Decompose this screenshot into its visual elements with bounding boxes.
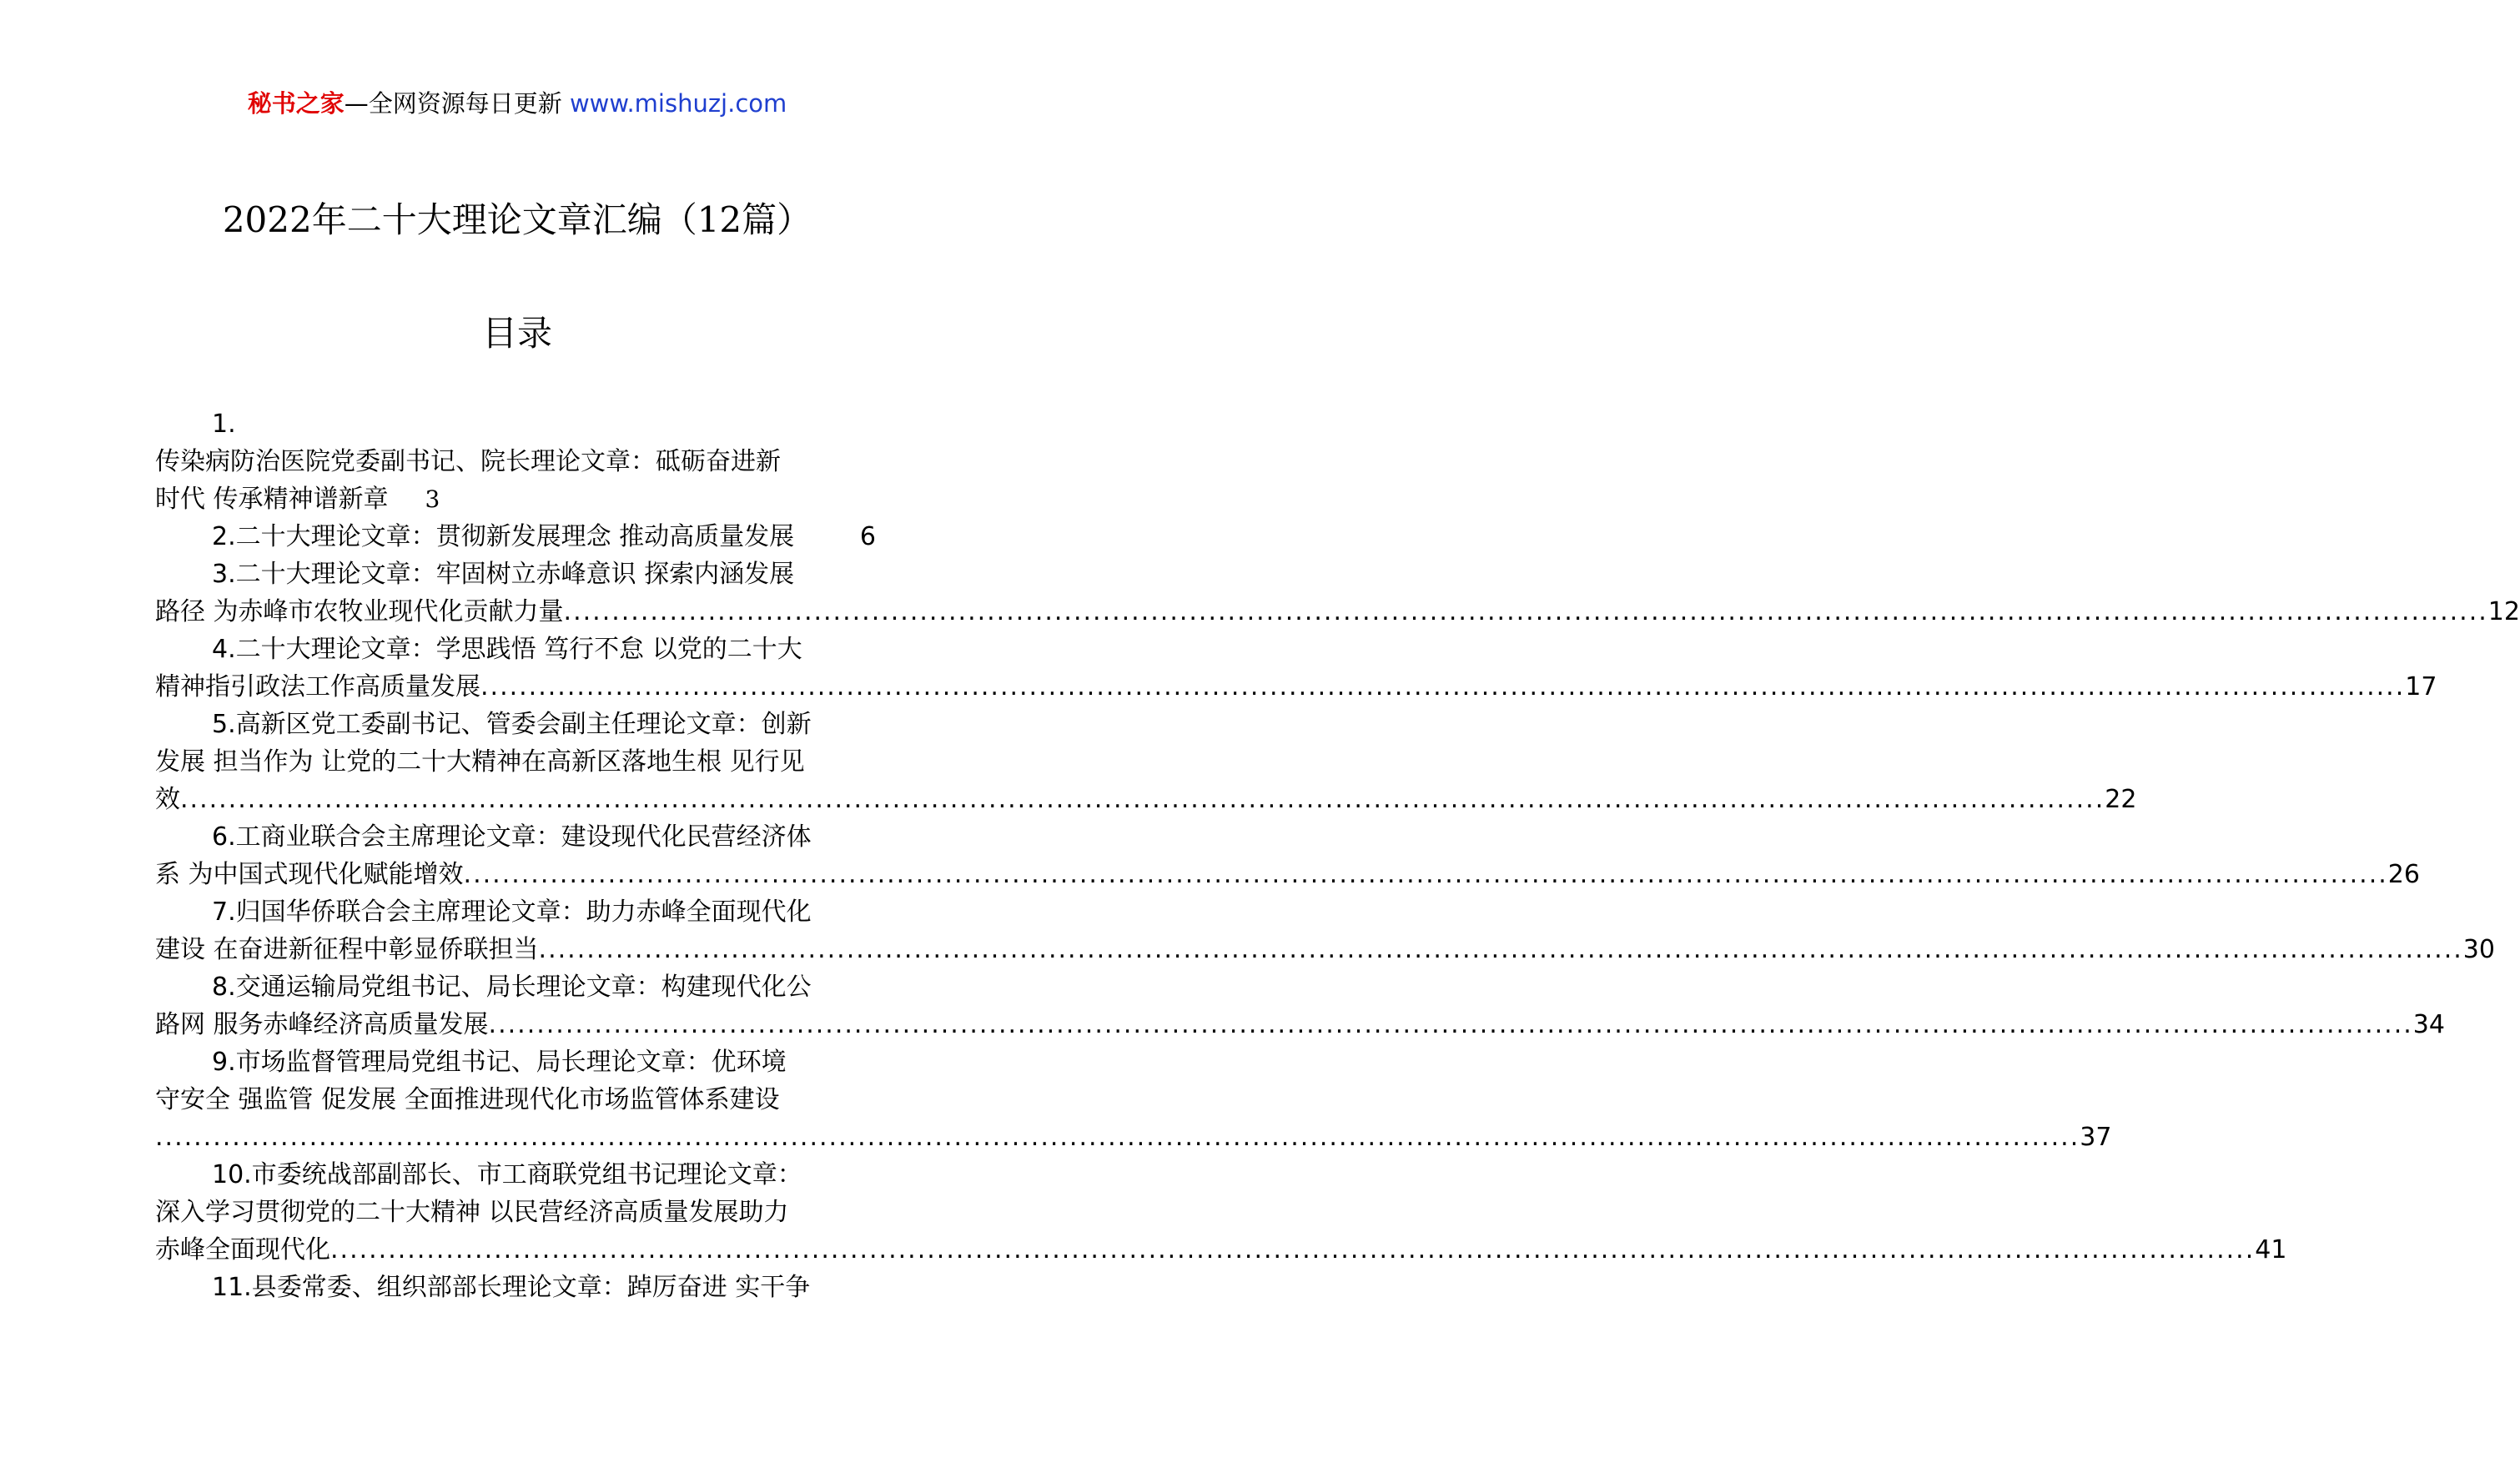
toc-dot-leader xyxy=(794,518,860,556)
toc-dot-leader: ........................................................................................................................................................................................................ xyxy=(180,785,2105,814)
toc-entry-text: 赤峰全面现代化 xyxy=(155,1235,330,1264)
toc-entry-text: 7.归国华侨联合会主席理论文章：助力赤峰全面现代化 xyxy=(212,897,812,927)
toc-entry-text: 精神指引政法工作高质量发展 xyxy=(155,672,480,701)
toc-entry-text: 4.二十大理论文章：学思践悟 笃行不怠 以党的二十大 xyxy=(212,635,802,664)
toc-page-number: 30 xyxy=(2462,935,2495,964)
toc-entry-text: 11.县委常委、组织部部长理论文章：踔厉奋进 实干争 xyxy=(212,1273,811,1302)
toc-dot-leader: ........................................................................................................................................................................................................ xyxy=(480,672,2406,701)
toc-entry-text: 1. xyxy=(212,410,236,439)
toc-entry-text: 3.二十大理论文章：牢固树立赤峰意识 探索内涵发展 xyxy=(212,560,795,589)
toc-page-number: 17 xyxy=(2405,672,2437,701)
toc-entry-text: 传染病防治医院党委副书记、院长理论文章：砥砺奋进新 xyxy=(155,447,781,476)
toc-dot-leader: ........................................................................................................................................................................................................ xyxy=(538,935,2463,964)
toc-entry-text: 守安全 强监管 促发展 全面推进现代化市场监管体系建设 xyxy=(155,1085,780,1114)
toc-page-number: 3 xyxy=(425,485,440,513)
toc-heading: 目录 xyxy=(481,313,552,354)
toc-page-number: 34 xyxy=(2412,1010,2445,1039)
document-title: 2022年二十大理论文章汇编（12篇） xyxy=(222,199,812,240)
toc-entry[interactable] xyxy=(155,1156,2287,1269)
toc-page-number: 6 xyxy=(859,522,876,551)
toc-entry-text: 建设 在奋进新征程中彰显侨联担当 xyxy=(155,935,539,964)
toc-entry[interactable] xyxy=(155,1269,876,1306)
toc-entry-text: 时代 传承精神谱新章 xyxy=(155,485,389,514)
toc-page-number: 22 xyxy=(2105,785,2137,814)
toc-entry[interactable] xyxy=(155,405,876,518)
toc-dot-leader: ........................................................................................................................................................................................................ xyxy=(488,1010,2413,1039)
toc-entry-text: 5.高新区党工委副书记、管委会副主任理论文章：创新 xyxy=(212,710,812,739)
toc-entry-text: 10.市委统战部副部长、市工商联党组书记理论文章： xyxy=(212,1160,802,1189)
toc-entry[interactable] xyxy=(155,968,2445,1043)
toc-entry[interactable] xyxy=(155,631,2437,706)
toc-entry-text: 发展 担当作为 让党的二十大精神在高新区落地生根 见行见 xyxy=(155,747,805,777)
header-slogan: —全网资源每日更新 xyxy=(344,89,562,118)
toc-entry-text: 路径 为赤峰市农牧业现代化贡献力量 xyxy=(155,597,564,626)
toc-entry[interactable] xyxy=(155,893,2495,968)
toc-entry-text: 8.交通运输局党组书记、局长理论文章：构建现代化公 xyxy=(212,973,812,1002)
toc-page-number: 12 xyxy=(2487,597,2520,626)
toc-dot-leader: ........................................................................................................................................................................................................ xyxy=(563,597,2488,626)
site-header xyxy=(0,87,1034,120)
toc-page-number: 37 xyxy=(2080,1123,2112,1152)
toc-entry[interactable] xyxy=(155,818,2420,893)
toc-entry-text: 深入学习贯彻党的二十大精神 以民营经济高质量发展助力 xyxy=(155,1198,789,1227)
toc-entry-text: 2.二十大理论文章：贯彻新发展理念 推动高质量发展 xyxy=(212,522,795,551)
toc-entry-text: 效 xyxy=(155,785,180,814)
table-of-contents xyxy=(155,405,2520,1306)
brand-name: 秘书之家 xyxy=(247,89,345,118)
toc-page-number: 26 xyxy=(2387,860,2420,889)
toc-entry-text: 9.市场监督管理局党组书记、局长理论文章：优环境 xyxy=(212,1048,787,1077)
toc-entry[interactable] xyxy=(155,706,2137,818)
toc-page-number: 41 xyxy=(2255,1235,2287,1264)
toc-dot-leader: ........................................................................................................................................................................................................ xyxy=(330,1235,2256,1264)
toc-entry[interactable] xyxy=(155,556,2520,631)
site-url-link[interactable]: www.mishuzj.com xyxy=(569,89,787,118)
toc-dot-leader: ........................................................................................................................................................................................................ xyxy=(463,860,2388,889)
toc-entry-text: 路网 服务赤峰经济高质量发展 xyxy=(155,1010,489,1039)
toc-entry-text: 6.工商业联合会主席理论文章：建设现代化民营经济体 xyxy=(212,822,812,852)
toc-entry[interactable] xyxy=(155,518,876,556)
toc-entry-text: 系 为中国式现代化赋能增效 xyxy=(155,860,464,889)
toc-entry[interactable] xyxy=(155,1043,2112,1156)
toc-dot-leader: ........................................................................................................................................................................................................ xyxy=(155,1123,2080,1152)
